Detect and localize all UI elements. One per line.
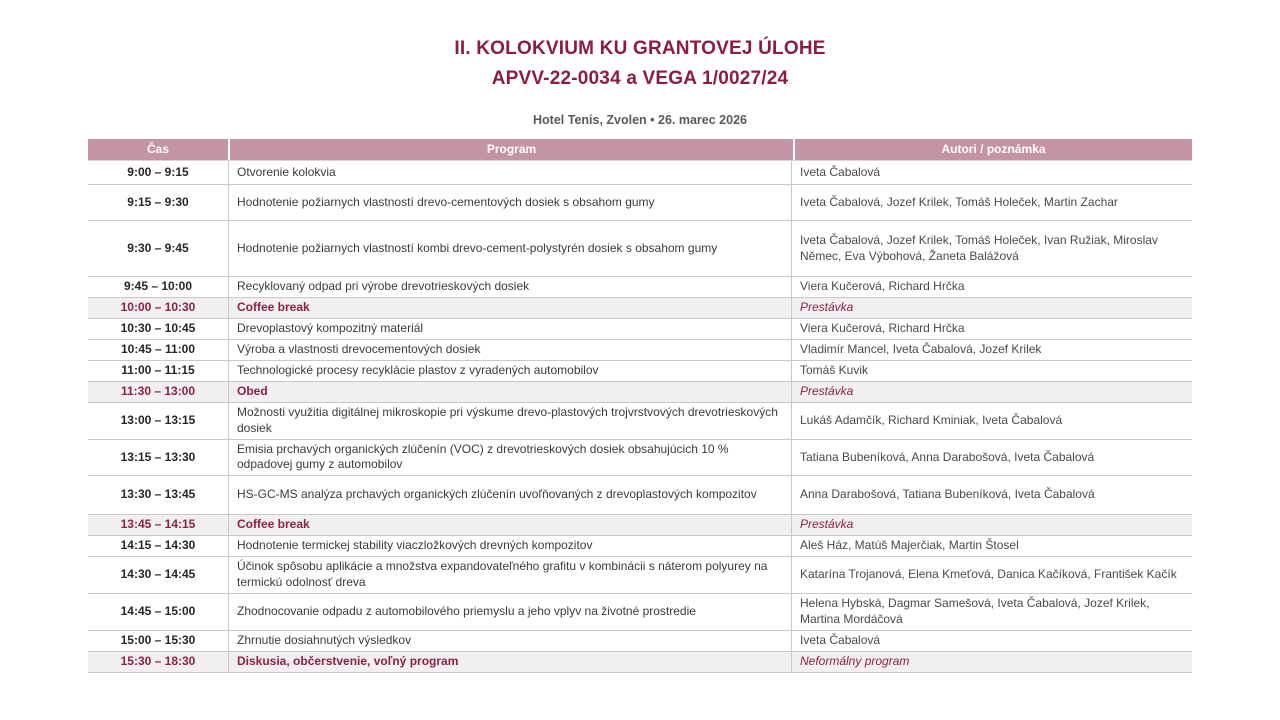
time-cell: 10:45 – 11:00 [120, 342, 196, 357]
table-row [88, 297, 1192, 318]
column-header-authors: Autori / poznámka [795, 139, 1192, 160]
authors-cell: Neformálny program [791, 652, 1192, 672]
authors-cell: Anna Darabošová, Tatiana Bubeníková, Iveta Čabalová [791, 476, 1192, 514]
program-cell: Drevoplastový kompozitný materiál [228, 319, 791, 339]
table-row [88, 160, 1192, 184]
table-row [88, 651, 1192, 672]
authors-cell: Katarína Trojanová, Elena Kmeťová, Danica Kačíková, František Kačík [791, 557, 1192, 593]
authors-cell: Tomáš Kuvik [791, 361, 1192, 381]
time-cell: 14:30 – 14:45 [120, 567, 196, 582]
authors-cell: Viera Kučerová, Richard Hrčka [791, 277, 1192, 297]
time-cell: 9:00 – 9:15 [127, 164, 189, 179]
program-cell: Emisia prchavých organických zlúčenín (VOC) z drevotrieskových dosiek obsahujúcich 10 % odpadovej gumy z automobilov [228, 440, 791, 476]
table-row [88, 535, 1192, 556]
authors-cell: Prestávka [791, 382, 1192, 402]
column-header-program: Program [230, 139, 793, 160]
authors-cell: Prestávka [791, 298, 1192, 318]
program-cell: Coffee break [228, 298, 791, 318]
table-row [88, 276, 1192, 297]
authors-cell: Helena Hybská, Dagmar Samešová, Iveta Čabalová, Jozef Krilek, Martina Mordáčová [791, 594, 1192, 630]
time-cell: 9:15 – 9:30 [127, 194, 189, 209]
time-cell: 13:15 – 13:30 [120, 449, 196, 464]
program-cell: Diskusia, občerstvenie, voľný program [228, 652, 791, 672]
table-row [88, 593, 1192, 630]
program-cell: Coffee break [228, 515, 791, 535]
document-header [0, 0, 1280, 127]
program-cell: Hodnotenie požiarnych vlastností kombi drevo-cement-polystyrén dosiek s obsahom gumy [228, 221, 791, 276]
authors-cell: Iveta Čabalová [791, 161, 1192, 184]
schedule-table [88, 139, 1192, 673]
event-location-date: Hotel Tenis, Zvolen • 26. marec 2026 [533, 113, 747, 127]
table-row [88, 360, 1192, 381]
time-cell: 11:30 – 13:00 [120, 384, 196, 399]
time-cell: 9:45 – 10:00 [123, 279, 193, 294]
time-cell: 15:30 – 18:30 [120, 653, 196, 668]
authors-cell: Tatiana Bubeníková, Anna Darabošová, Iveta Čabalová [791, 440, 1192, 476]
authors-cell: Iveta Čabalová, Jozef Krilek, Tomáš Holeček, Ivan Ružiak, Miroslav Němec, Eva Výbohová, Žaneta Balážová [791, 221, 1192, 276]
authors-cell: Iveta Čabalová [791, 631, 1192, 651]
table-row [88, 339, 1192, 360]
time-cell: 10:00 – 10:30 [120, 300, 196, 315]
time-cell: 11:00 – 11:15 [121, 363, 195, 378]
program-cell: Otvorenie kolokvia [228, 161, 791, 184]
time-cell: 14:15 – 14:30 [120, 538, 196, 553]
authors-cell: Vladimír Mancel, Iveta Čabalová, Jozef Krilek [791, 340, 1192, 360]
authors-cell: Viera Kučerová, Richard Hrčka [791, 319, 1192, 339]
program-cell: Zhodnocovanie odpadu z automobilového priemyslu a jeho vplyv na životné prostredie [228, 594, 791, 630]
column-header-time: Čas [88, 139, 228, 160]
time-cell: 15:00 – 15:30 [120, 632, 196, 647]
program-cell: Hodnotenie termickej stability viaczložkových drevných kompozitov [228, 536, 791, 556]
table-row [88, 439, 1192, 476]
page-title-line1: II. KOLOKVIUM KU GRANTOVEJ ÚLOHE [454, 38, 826, 59]
time-cell: 14:45 – 15:00 [120, 603, 196, 618]
table-row [88, 556, 1192, 593]
table-row [88, 184, 1192, 220]
table-header-row [88, 139, 1192, 160]
program-cell: Recyklovaný odpad pri výrobe drevotrieskových dosiek [228, 277, 791, 297]
authors-cell: Prestávka [791, 515, 1192, 535]
time-cell: 10:30 – 10:45 [120, 321, 196, 336]
authors-cell: Iveta Čabalová, Jozef Krilek, Tomáš Holeček, Martin Zachar [791, 185, 1192, 220]
program-cell: HS-GC-MS analýza prchavých organických zlúčenín uvoľňovaných z drevoplastových kompozitov [228, 476, 791, 514]
table-row [88, 381, 1192, 402]
table-row [88, 220, 1192, 276]
program-cell: Zhrnutie dosiahnutých výsledkov [228, 631, 791, 651]
program-cell: Hodnotenie požiarnych vlastností drevo-cementových dosiek s obsahom gumy [228, 185, 791, 220]
table-row [88, 402, 1192, 439]
program-cell: Možnosti využitia digitálnej mikroskopie pri výskume drevo-plastových trojvrstvových drevotrieskových dosiek [228, 403, 791, 439]
program-cell: Výroba a vlastnosti drevocementových dosiek [228, 340, 791, 360]
page-title-line2: APVV-22-0034 a VEGA 1/0027/24 [491, 68, 789, 89]
time-cell: 13:30 – 13:45 [120, 487, 196, 502]
table-row [88, 475, 1192, 514]
program-cell: Obed [228, 382, 791, 402]
time-cell: 13:45 – 14:15 [120, 517, 196, 532]
program-cell: Účinok spôsobu aplikácie a množstva expandovateľného grafitu v kombinácii s náterom polyurey na termickú odolnosť dreva [228, 557, 791, 593]
time-cell: 9:30 – 9:45 [127, 240, 189, 255]
table-row [88, 514, 1192, 535]
authors-cell: Aleš Ház, Matúš Majerčiak, Martin Štosel [791, 536, 1192, 556]
table-body [88, 160, 1192, 673]
table-row [88, 318, 1192, 339]
table-row [88, 630, 1192, 651]
authors-cell: Lukáš Adamčík, Richard Kminiak, Iveta Čabalová [791, 403, 1192, 439]
time-cell: 13:00 – 13:15 [120, 412, 196, 427]
program-cell: Technologické procesy recyklácie plastov z vyradených automobilov [228, 361, 791, 381]
